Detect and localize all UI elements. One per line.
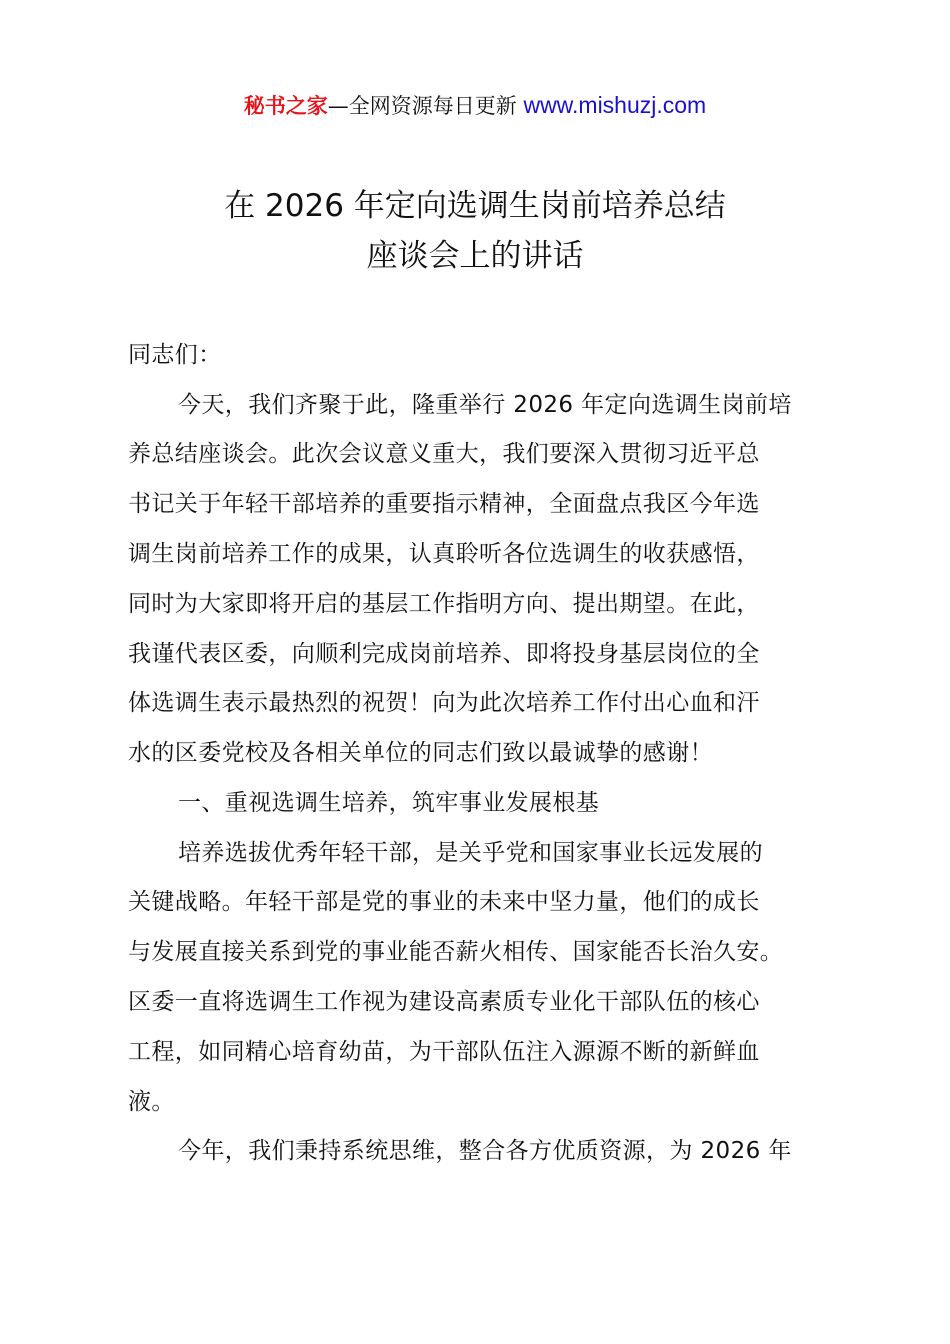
site-url-link[interactable]: www.mishuzj.com — [523, 92, 707, 118]
paragraph-line: 与发展直接关系到党的事业能否薪火相传、国家能否长治久安。 — [128, 939, 784, 965]
paragraph-line: 水的区委党校及各相关单位的同志们致以最诚挚的感谢！ — [128, 740, 713, 766]
paragraph-line: 今年，我们秉持系统思维，整合各方优质资源，为 2026 年 — [178, 1138, 792, 1164]
paragraph-line: 同时为大家即将开启的基层工作指明方向、提出期望。在此， — [128, 591, 760, 617]
paragraph-line: 关键战略。年轻干部是党的事业的未来中坚力量，他们的成长 — [128, 889, 760, 915]
paragraph-line: 调生岗前培养工作的成果，认真聆听各位选调生的收获感悟， — [128, 541, 760, 567]
paragraph-line: 书记关于年轻干部培养的重要指示精神，全面盘点我区今年选 — [128, 491, 760, 517]
paragraph-line: 我谨代表区委，向顺利完成岗前培养、即将投身基层岗位的全 — [128, 641, 760, 667]
document-title-line-1: 在 2026 年定向选调生岗前培养总结 — [224, 188, 726, 224]
paragraph-line: 今天，我们齐聚于此，隆重举行 2026 年定向选调生岗前培 — [178, 392, 792, 418]
paragraph-line: 养总结座谈会。此次会议意义重大，我们要深入贯彻习近平总 — [128, 441, 760, 467]
section-heading: 一、重视选调生培养，筑牢事业发展根基 — [178, 790, 600, 816]
paragraph-line: 液。 — [128, 1089, 175, 1115]
paragraph-line: 工程，如同精心培育幼苗，为干部队伍注入源源不断的新鲜血 — [128, 1039, 760, 1065]
header-slogan: —全网资源每日更新 — [327, 94, 517, 118]
site-header — [0, 88, 950, 123]
paragraph-line: 培养选拔优秀年轻干部，是关乎党和国家事业长远发展的 — [178, 840, 763, 866]
paragraph-line: 区委一直将选调生工作视为建设高素质专业化干部队伍的核心 — [128, 989, 760, 1015]
brand-name: 秘书之家 — [243, 94, 328, 118]
paragraph-line: 体选调生表示最热烈的祝贺！向为此次培养工作付出心血和汗 — [128, 690, 760, 716]
salutation: 同志们： — [128, 342, 222, 368]
document-title-line-2: 座谈会上的讲话 — [366, 238, 584, 274]
